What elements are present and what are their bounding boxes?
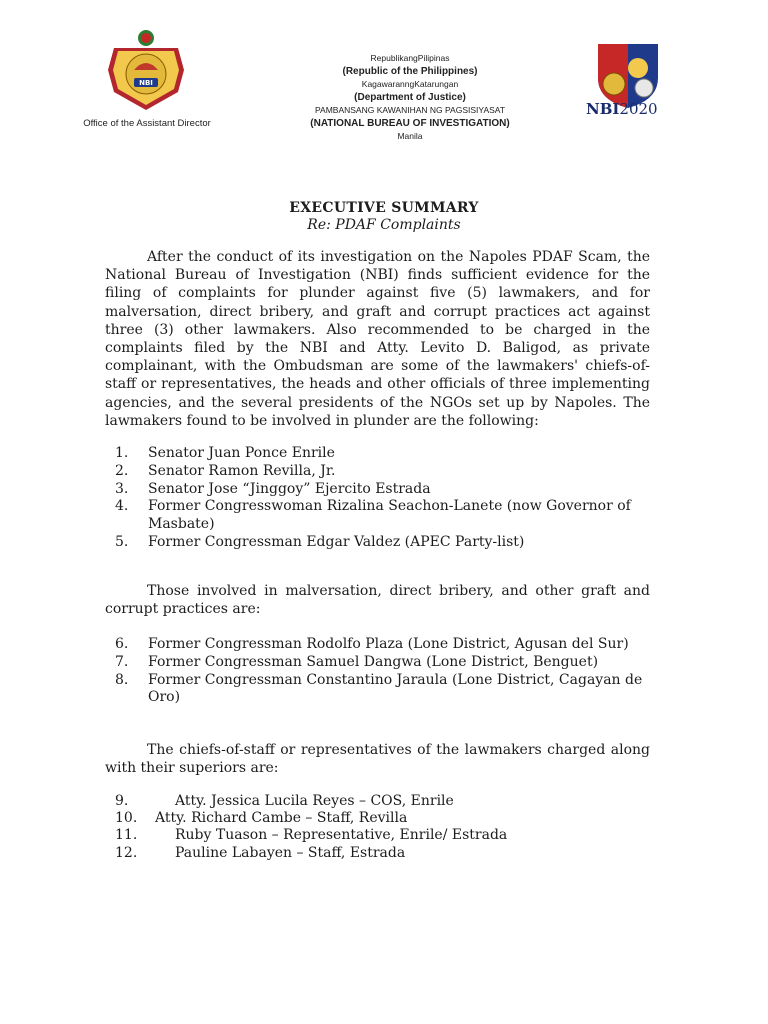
list-item: 4. Former Congresswoman Rizalina Seachon-Lanete (now Governor of Masbate)	[115, 498, 631, 533]
malversation-paragraph: Those involved in malversation, direct bribery, and other graft and corrupt practices are:	[105, 583, 650, 618]
office-label: Office of the Assistant Director	[83, 118, 211, 129]
letterhead-line-6: (NATIONAL BUREAU OF INVESTIGATION)	[310, 118, 510, 129]
svg-text:NBI: NBI	[139, 79, 153, 87]
letterhead-line-1: RepublikangPilipinas	[370, 53, 450, 63]
list-item: 2. Senator Ramon Revilla, Jr.	[115, 462, 336, 479]
plunder-list	[105, 445, 655, 552]
letterhead-line-5: PAMBANSANG KAWANIHAN NG PAGSISIYASAT	[314, 105, 506, 115]
document-title: EXECUTIVE SUMMARY	[289, 200, 479, 216]
staff-list	[105, 793, 665, 862]
list-item: 3. Senator Jose “Jinggoy” Ejercito Estrada	[115, 480, 431, 497]
list-item: 7. Former Congressman Samuel Dangwa (Lone District, Benguet)	[115, 653, 599, 670]
letterhead	[260, 52, 560, 143]
letterhead-line-3: KagawaranngKatarungan	[361, 79, 459, 89]
nbi-seal-logo	[106, 26, 186, 112]
list-item: 11. Ruby Tuason – Representative, Enrile/ Estrada	[115, 827, 508, 844]
staff-paragraph: The chiefs-of-staff or representatives of the lawmakers charged along with their superiors are:	[105, 742, 650, 777]
list-item: 9. Atty. Jessica Lucila Reyes – COS, Enrile	[115, 793, 454, 809]
list-item: 1. Senator Juan Ponce Enrile	[115, 445, 335, 461]
document-subtitle: Re: PDAF Complaints	[307, 217, 461, 233]
list-item: 8. Former Congressman Constantino Jaraula (Lone District, Cagayan de Oro)	[115, 671, 643, 706]
letterhead-line-7: Manila	[397, 131, 423, 141]
list-item: 12. Pauline Labayen – Staff, Estrada	[115, 844, 406, 861]
letterhead-line-2: (Republic of the Philippines)	[342, 66, 478, 77]
list-item: 10. Atty. Richard Cambe – Staff, Revilla	[115, 810, 408, 827]
malversation-list	[105, 636, 655, 707]
list-item: 5. Former Congressman Edgar Valdez (APEC Party-list)	[115, 533, 525, 550]
list-item: 6. Former Congressman Rodolfo Plaza (Lone District, Agusan del Sur)	[115, 636, 629, 652]
nbi-2020-wordmark: NBI2020	[586, 100, 658, 118]
letterhead-line-4: (Department of Justice)	[354, 92, 466, 103]
intro-paragraph: After the conduct of its investigation on the Napoles PDAF Scam, the National Bureau of Investigation (NBI) finds sufficient evidence for the filing of complaints for plunder against five (5) lawmakers, and for malversation, direct bribery, and graft and corrupt practices act against three (3) other lawmakers. Also recommended to be charged in the complaints filed by the NBI and Atty. Levito D. Baligod, as private complainant, with the Ombudsman are some of the lawmakers' chiefs-of-staff or representatives, the heads and other officials of three implementing agencies, and the several presidents of the NGOs set up by Napoles. The lawmakers found to be involved in plunder are the following:	[105, 249, 650, 429]
